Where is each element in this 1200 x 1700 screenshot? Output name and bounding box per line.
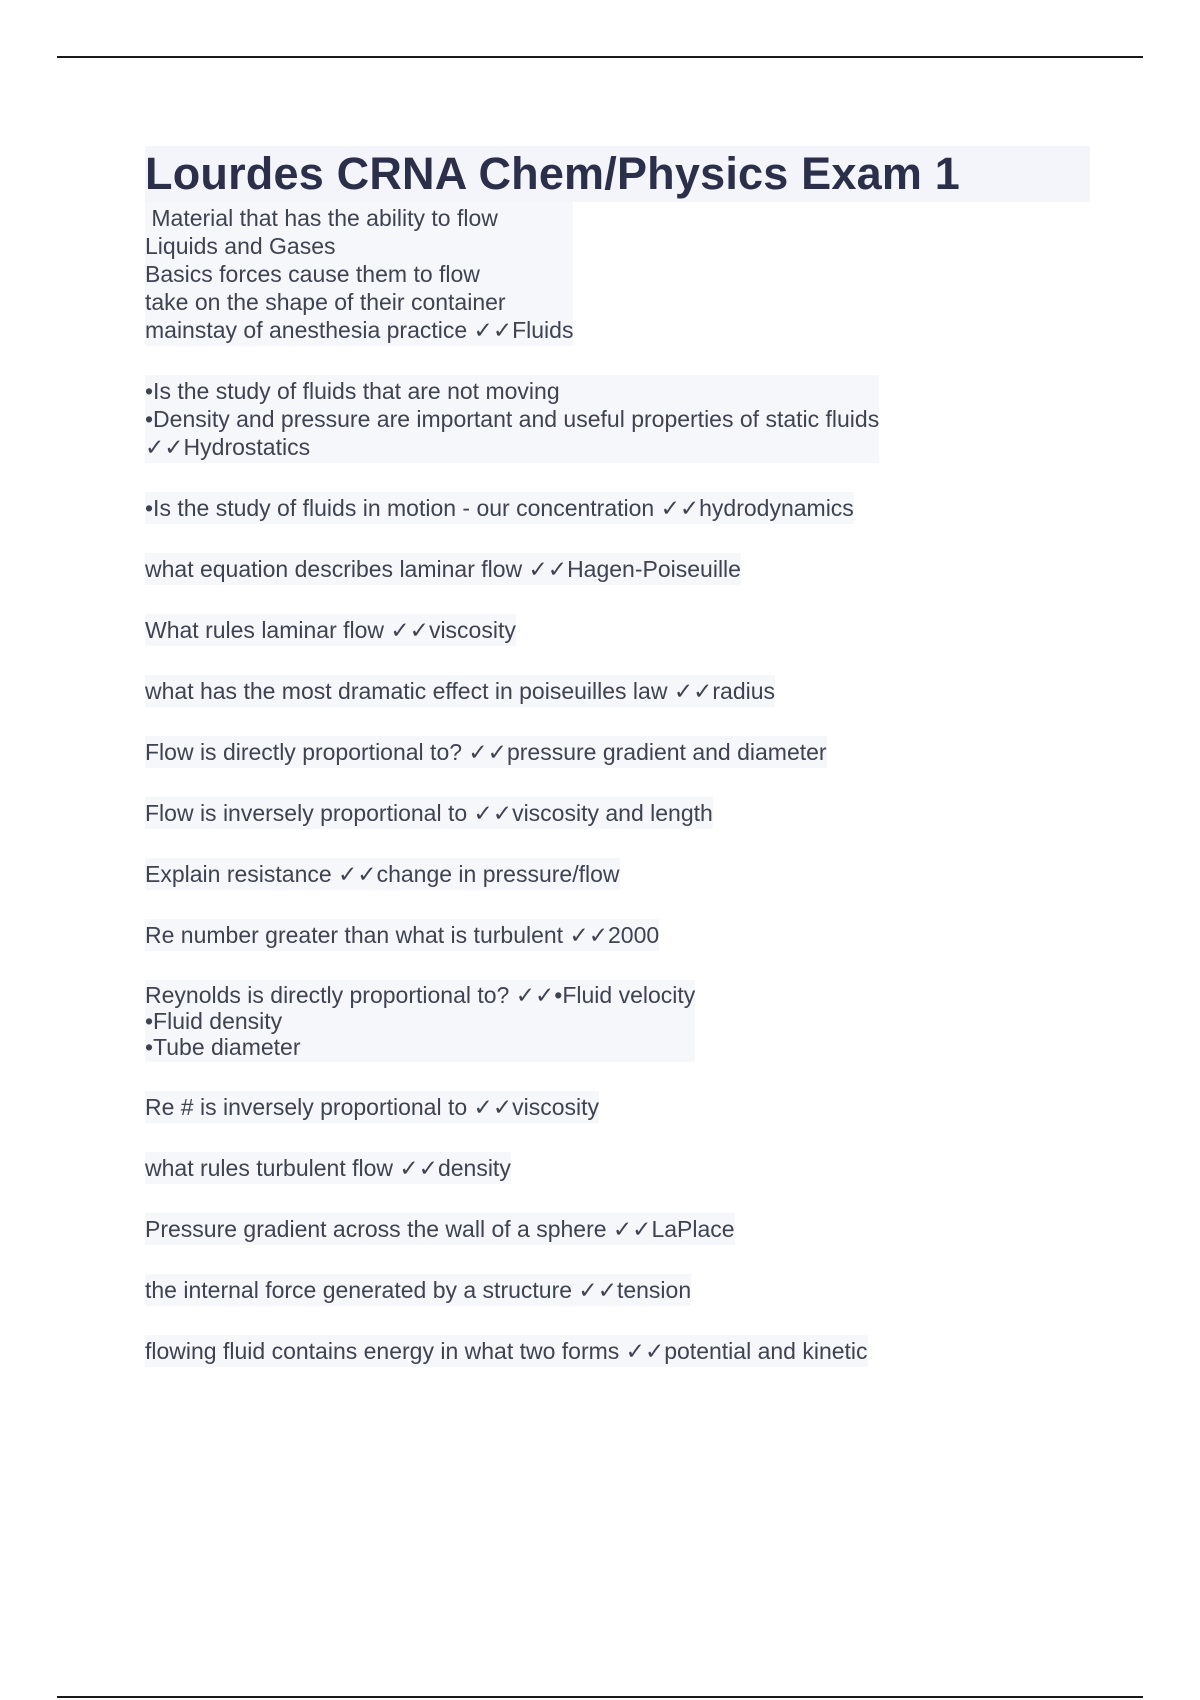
flashcard-line: •Density and pressure are important and useful properties of static fluids (145, 406, 880, 432)
flashcard-line: What rules laminar flow ✓✓viscosity (145, 617, 516, 643)
flashcard-line: ✓✓Hydrostatics (145, 434, 311, 460)
flashcard (145, 375, 879, 463)
flashcard (145, 1213, 735, 1245)
flashcard-line: Reynolds is directly proportional to? ✓✓•Fluid velocity (145, 982, 696, 1008)
flashcard-line: Pressure gradient across the wall of a sphere ✓✓LaPlace (145, 1216, 735, 1242)
flashcard (145, 675, 775, 707)
flashcard (145, 919, 659, 951)
flashcard-line: •Fluid density (145, 1008, 283, 1034)
flashcard-line: Flow is directly proportional to? ✓✓pressure gradient and diameter (145, 739, 827, 765)
flashcard-line: •Is the study of fluids in motion - our concentration ✓✓hydrodynamics (145, 495, 854, 521)
flashcard-line: mainstay of anesthesia practice ✓✓Fluids (145, 317, 574, 343)
flashcard-line: Liquids and Gases (145, 233, 336, 259)
document-title: Lourdes CRNA Chem/Physics Exam 1 (145, 148, 960, 199)
flashcard (145, 736, 827, 768)
flashcard (145, 492, 854, 524)
flashcard-line: Re number greater than what is turbulent ✓✓2000 (145, 922, 660, 948)
title-band (145, 146, 1090, 202)
flashcard-line: Material that has the ability to flow (145, 205, 498, 231)
flashcard-line: flowing fluid contains energy in what two forms ✓✓potential and kinetic (145, 1338, 868, 1364)
flashcard (145, 553, 741, 585)
flashcard-line: Re # is inversely proportional to ✓✓viscosity (145, 1094, 599, 1120)
page-top-rule (57, 56, 1143, 58)
flashcard-line: what has the most dramatic effect in poiseuilles law ✓✓radius (145, 678, 776, 704)
flashcard (145, 797, 713, 829)
page-bottom-rule (57, 1696, 1143, 1698)
flashcard (145, 1335, 868, 1367)
document-body (145, 146, 1095, 1367)
flashcard-line: the internal force generated by a structure ✓✓tension (145, 1277, 692, 1303)
flashcard (145, 858, 620, 890)
flashcard-line: Explain resistance ✓✓change in pressure/flow (145, 861, 620, 887)
flashcard (145, 1274, 691, 1306)
flashcard (145, 1091, 599, 1123)
flashcard-line: take on the shape of their container (145, 289, 506, 315)
flashcard (145, 202, 573, 346)
flashcard-line: •Is the study of fluids that are not moving (145, 378, 560, 404)
flashcard (145, 614, 516, 646)
flashcard-line: what rules turbulent flow ✓✓density (145, 1155, 511, 1181)
flashcard-line: Flow is inversely proportional to ✓✓viscosity and length (145, 800, 713, 826)
flashcard (145, 1152, 511, 1184)
flashcard-line: what equation describes laminar flow ✓✓Hagen-Poiseuille (145, 556, 741, 582)
flashcard-line: Basics forces cause them to flow (145, 261, 480, 287)
flashcard-line: •Tube diameter (145, 1034, 301, 1060)
flashcard (145, 980, 695, 1062)
